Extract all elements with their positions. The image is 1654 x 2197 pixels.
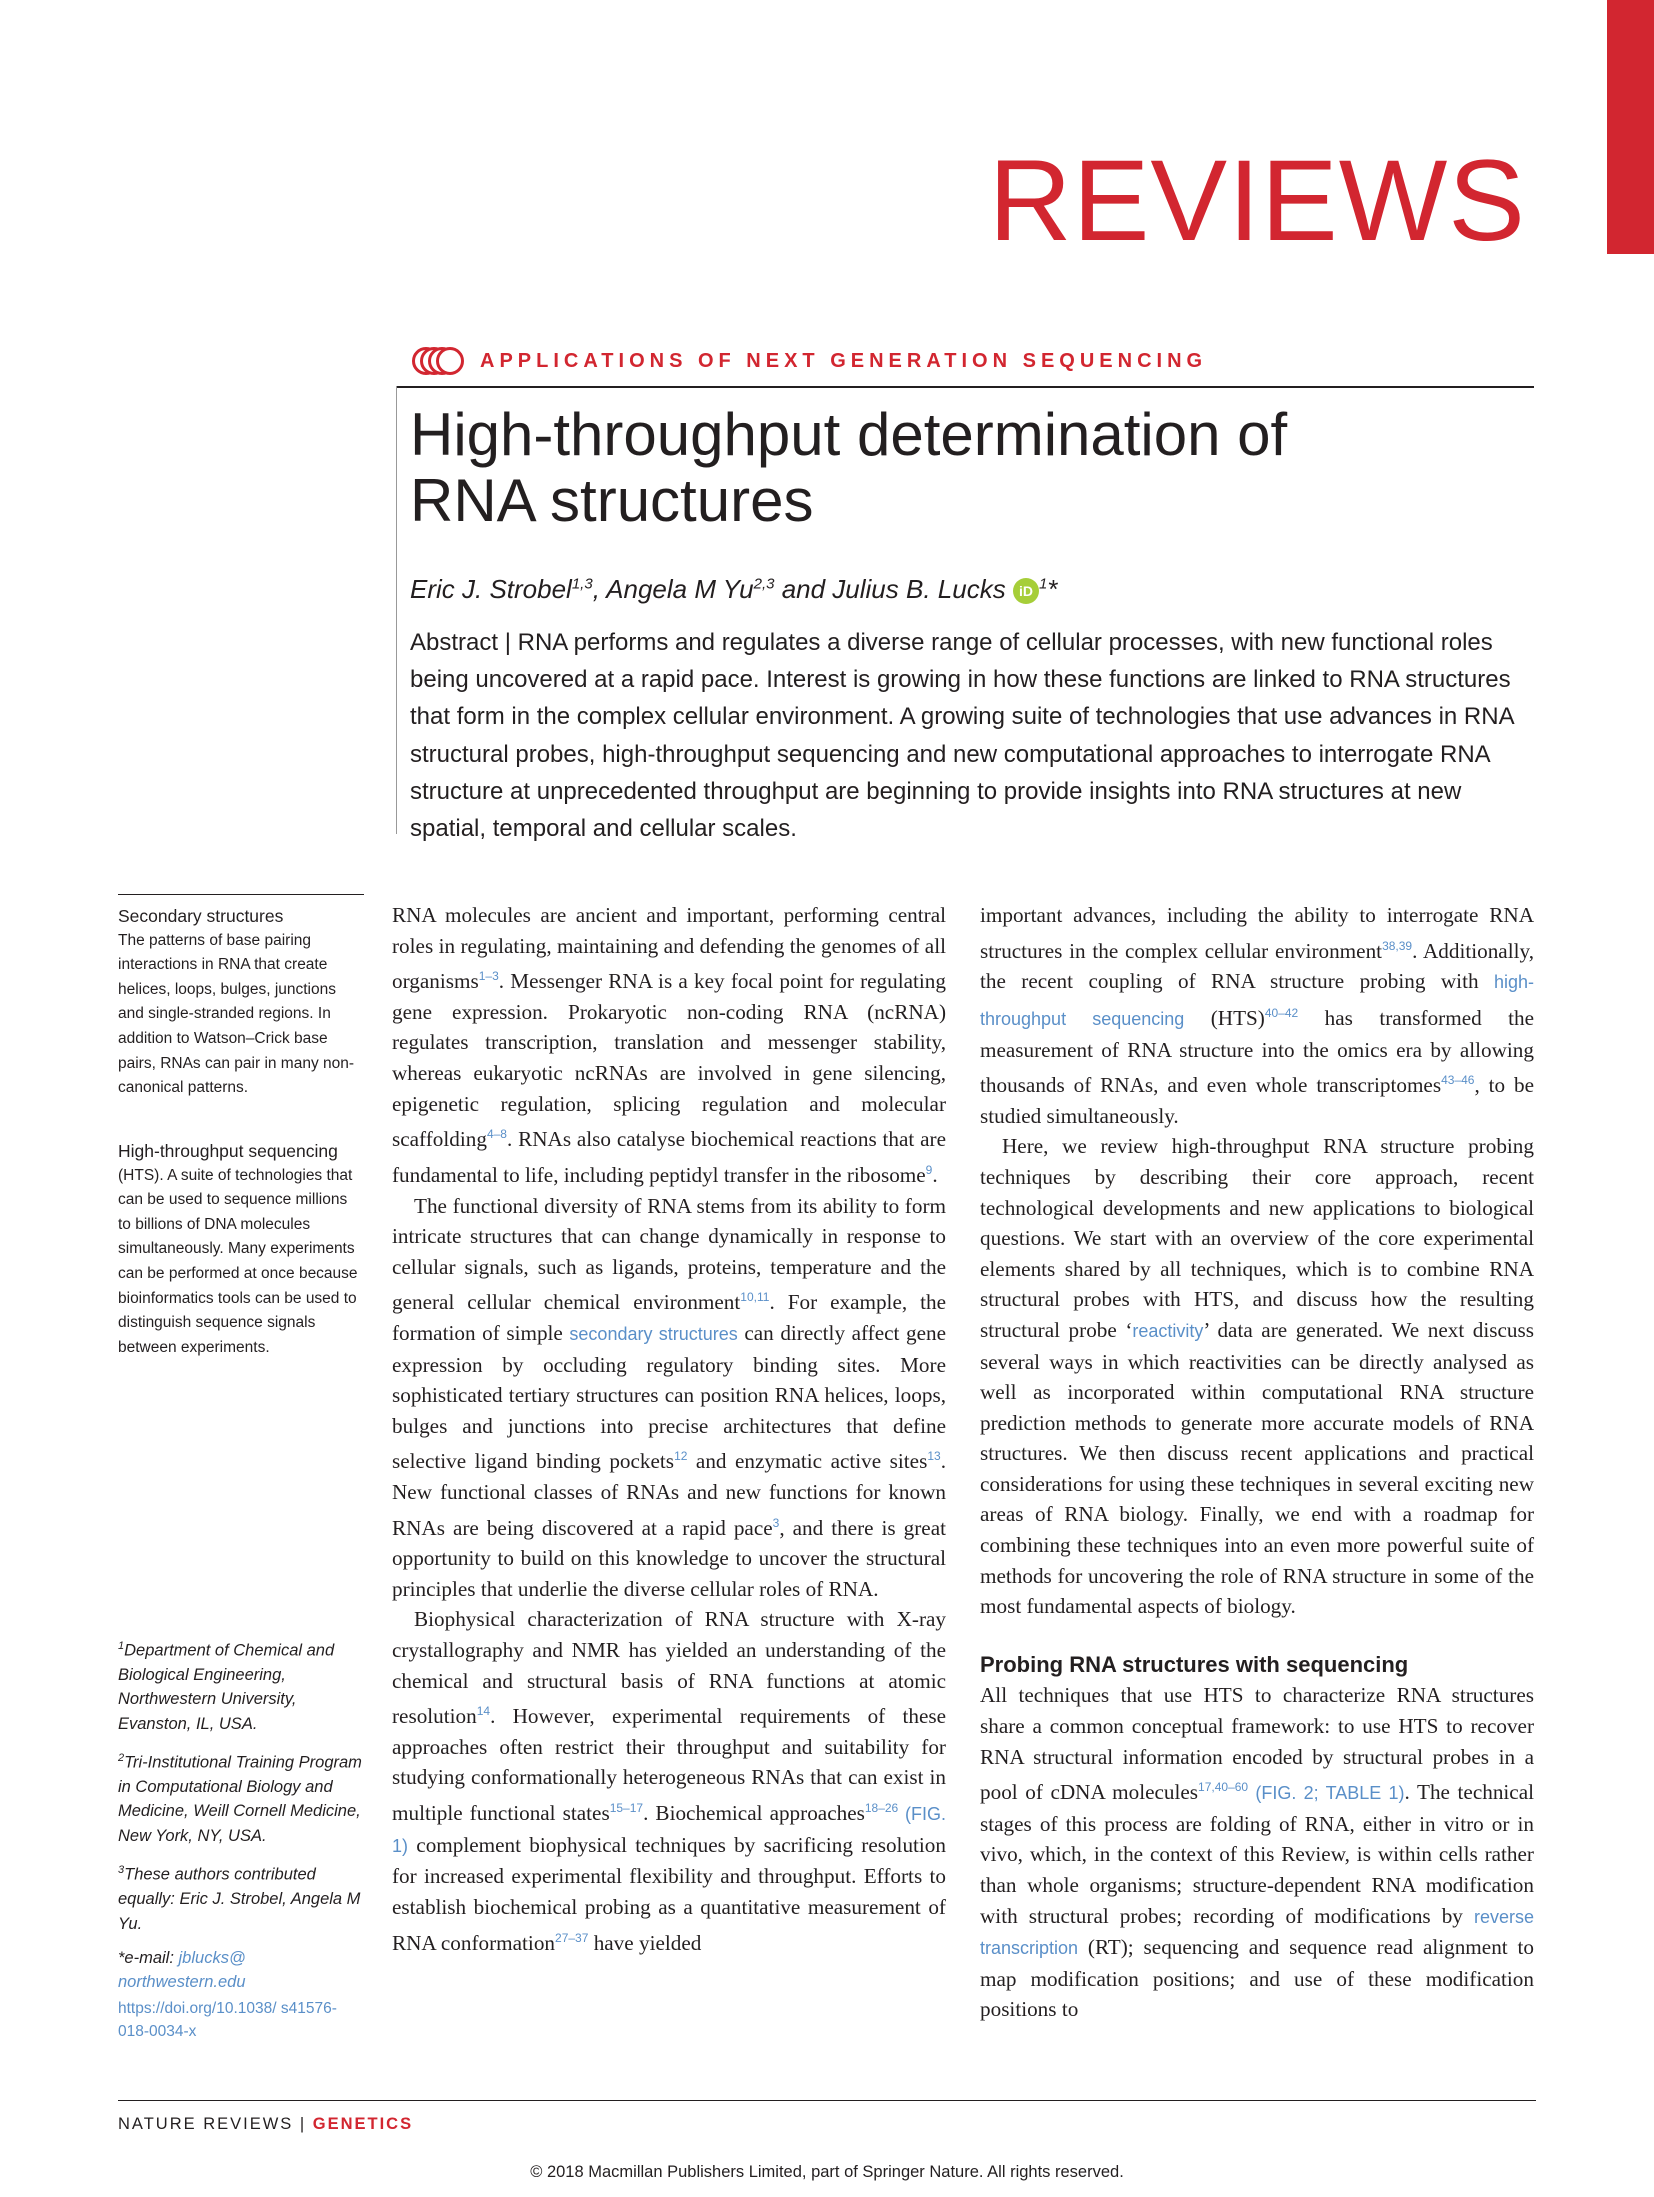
glossary-link[interactable]: reactivity [1132, 1320, 1204, 1341]
section-heading: Probing RNA structures with sequencing [980, 1651, 1409, 1677]
doi-link[interactable]: https://doi.org/10.1038/ s41576-018-0034-x [118, 1999, 337, 2040]
series-banner [412, 344, 1207, 378]
email-link[interactable]: jblucks@ northwestern.edu [118, 1948, 246, 1992]
paragraph: important advances, including the ability to interrogate RNA structures in the complex cellular environment$^{38,39}$. Additionally, the recent coupling of RNA structure probing with high-throughput sequencing (HTS)$^{40-42}$ has transformed the measurement of RNA structure into the omics era by allowing thousands of RNAs, and even whole transcriptomes$^{43-46}$, to be studied simultaneously. [980, 903, 1535, 1128]
affiliation: $^3$These authors contributed equally: Eric J. Strobel, Angela M Yu. [118, 1864, 361, 1933]
author-name: Eric J. Strobel [410, 574, 572, 604]
series-logo-icon [412, 344, 466, 378]
article-title: High-throughput determination of RNA structures [410, 401, 1288, 534]
title-rule [396, 386, 1534, 388]
body-column-right [980, 900, 1534, 2025]
section-color-tab [1607, 0, 1654, 254]
glossary-link[interactable]: high-throughput sequencing [980, 972, 1534, 1029]
figure-link[interactable]: (FIG. 1) [392, 1804, 946, 1856]
title-side-rule [396, 386, 397, 834]
glossary-term: Secondary structures [118, 906, 284, 926]
glossary-link[interactable]: secondary structures [569, 1323, 738, 1344]
paragraph: All techniques that use HTS to characterize RNA structures share a common conceptual framework: to use HTS to recover RNA structural information encoded by structural probes in a pool of cDNA molecules$^{17,40-60}$ (FIG. 2; TABLE 1). The technical stages of this process are folding of RNA, either in vitro or in vivo, which, in the context of this Review, is within cells rather than whole organisms; structure-dependent RNA modification with structural probes; recording of modifications by reverse transcription (RT); sequencing and sequence read alignment to map modification positions; and use of these modification positions to [980, 1683, 1534, 2022]
glossary-rule [118, 894, 364, 895]
body-column-left [392, 900, 946, 1958]
glossary-link[interactable]: reverse transcription [980, 1906, 1534, 1959]
section-label: REVIEWS [988, 137, 1526, 265]
glossary-entry [118, 1139, 364, 1360]
paragraph: RNA molecules are ancient and important, performing central roles in regulating, maintaining and defending the genomes of all organisms$^{1-3}$. Messenger RNA is a key focal point for regulating gene expression. Prokaryotic non-coding RNA (ncRNA) regulates transcription, translation and messenger stability, whereas eukaryotic ncRNAs are involved in gene silencing, epigenetic regulation, splicing regulation and molecular scaffolding$^{4-8}$. RNAs also catalyse biochemical reactions that are fundamental to life, including peptidyl transfer in the ribosome$^9$. [392, 903, 946, 1187]
figure-link[interactable]: (FIG. 2; TABLE 1) [1248, 1783, 1405, 1804]
paragraph: Biophysical characterization of RNA structure with X-ray crystallography and NMR has yielded an understanding of the chemical and structural basis of RNA functions at atomic resolution$^{14}$. However, experimental requirements of these approaches often restrict their throughput and suitability for studying conformationally heterogeneous RNAs that can exist in multiple functional states$^{15-17}$. Biochemical approaches$^{18-26}$ (FIG. 1) complement biophysical techniques by sacrificing resolution for increased experimental flexibility and throughput. Efforts to establish biochemical probing as a quantitative measurement of RNA conformation$^{27-37}$ have yielded [392, 1607, 946, 1955]
abstract [410, 624, 1540, 847]
copyright: © 2018 Macmillan Publishers Limited, part of Springer Nature. All rights reserved. [530, 2163, 1124, 2181]
author-list: Eric J. Strobel$^{1,3}$, Angela M Yu$^{2,3}$ and Julius B. Lucks iD $^1$* [410, 574, 1058, 604]
paragraph: The functional diversity of RNA stems from its ability to form intricate structures that can change dynamically in response to cellular signals, such as ligands, proteins, temperature and the general cellular chemical environment$^{10,11}$. For example, the formation of simple secondary structures can directly affect gene expression by occluding regulatory binding sites. More sophisticated tertiary structures can position RNA helices, loops, bulges and junctions into precise architectures that define selective ligand binding pockets$^{12}$ and enzymatic active sites$^{13}$. New functional classes of RNAs and new functions for known RNAs are being discovered at a rapid pace$^3$, and there is great opportunity to build on this knowledge to uncover the structural principles that underlie the diverse cellular roles of RNA. [392, 1193, 947, 1601]
doi [118, 1997, 364, 2043]
abstract-label: Abstract | [410, 629, 518, 656]
abstract-text: RNA performs and regulates a diverse range of cellular processes, with new functional roles being uncovered at a rapid pace. Interest is growing in how these functions are linked to RNA structures that form in the complex cellular environment. A growing suite of technologies that use advances in RNA structural probes, high-throughput sequencing and new computational approaches to interrogate RNA structure at unprecedented throughput are beginning to provide insights into RNA structures at new spatial, temporal and cellular scales. [410, 629, 1514, 843]
glossary-term: High-throughput sequencing [118, 1141, 338, 1161]
glossary-entry [118, 904, 364, 1101]
journal-accent: GENETICS [312, 2115, 414, 2133]
glossary-definition: (HTS). A suite of technologies that can be used to sequence millions to billions of DNA molecules simultaneously. Many experiments can be performed at once because bioinformatics tools can be used to distinguish sequence signals between experiments. [118, 1166, 358, 1356]
author-name: Angela M Yu [606, 574, 754, 604]
author-name: Julius B. Lucks [832, 574, 1006, 604]
series-label: APPLICATIONS OF NEXT GENERATION SEQUENCING [480, 349, 1208, 372]
journal-name: NATURE REVIEWS | GENETICS [118, 2115, 414, 2133]
affiliation: $^2$Tri-Institutional Training Program in Computational Biology and Medicine, Weill Cornell Medicine, New York, NY, USA. [118, 1752, 362, 1845]
footer-rule [118, 2100, 1536, 2101]
orcid-icon[interactable]: iD [1013, 578, 1039, 604]
affiliation: $^1$Department of Chemical and Biological Engineering, Northwestern University, Evanston, IL, USA. [118, 1640, 335, 1733]
correspondence: *e-mail: jblucks@ northwestern.edu [118, 1948, 246, 1992]
paragraph: Here, we review high-throughput RNA structure probing techniques by describing their core approach, recent technological developments and new applications to biological questions. We start with an overview of the core experimental elements shared by all techniques, which is to combine RNA structural probes with HTS, and discuss how the resulting structural probe ‘reactivity’ data are generated. We next discuss several ways in which reactivities can be directly analysed as well as incorporated within computational RNA structure prediction methods to generate more accurate models of RNA structures. We then discuss recent applications and practical considerations for using these techniques in several exciting new areas of RNA biology. Finally, we end with a roadmap for combining these techniques into an even more powerful suite of methods for uncovering the role of RNA structure in some of the most fundamental aspects of biology. [980, 1134, 1534, 1619]
glossary-definition: The patterns of base pairing interactions in RNA that create helices, loops, bulges, junctions and single-stranded regions. In addition to Watson–Crick base pairs, RNAs can pair in many non-canonical patterns. [118, 931, 355, 1097]
affiliations [118, 1634, 364, 2053]
